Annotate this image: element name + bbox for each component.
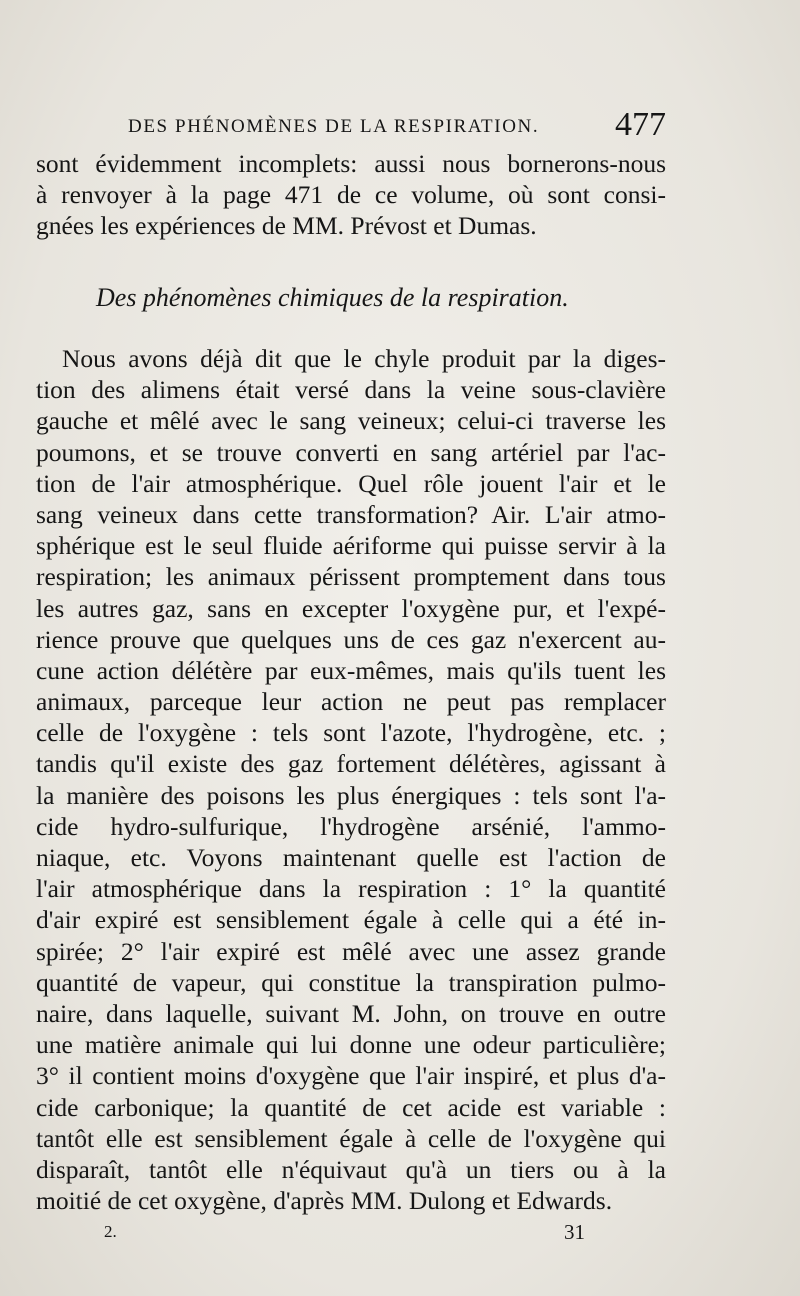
text-line: à renvoyer à la page 471 de ce volume, où sont consi- <box>36 180 666 210</box>
page-footer <box>104 1222 604 1252</box>
text-line: disparaît, tantôt elle n'équivaut qu'à un tiers ou à la <box>36 1154 666 1184</box>
text-line: animaux, parceque leur action ne peut pas remplacer <box>36 687 666 717</box>
running-head: DES PHÉNOMÈNES DE LA RESPIRATION. <box>128 116 540 137</box>
text-line: rience prouve que quelques uns de ces gaz n'exercent au- <box>36 624 666 654</box>
text-line: d'air expiré est sensiblement égale à celle qui a été in- <box>36 905 666 935</box>
text-line: tion de l'air atmosphérique. Quel rôle jouent l'air et le <box>36 468 666 498</box>
text-line: une matière animale qui lui donne une odeur particulière; <box>36 1030 666 1060</box>
text-line: celle de l'oxygène : tels sont l'azote, l'hydrogène, etc. ; <box>36 718 666 748</box>
page-header <box>128 106 688 146</box>
text-line: cune action délétère par eux-mêmes, mais qu'ils tuent les <box>36 655 666 685</box>
section-heading: Des phénomènes chimiques de la respiration. <box>96 283 569 312</box>
text-line: sphérique est le seul fluide aériforme qui puisse servir à la <box>36 531 666 561</box>
text-line: niaque, etc. Voyons maintenant quelle est l'action de <box>36 843 666 872</box>
text-line: Nous avons déjà dit que le chyle produit par la diges- <box>62 344 666 373</box>
text-line: gnées les expériences de MM. Prévost et Dumas. <box>36 211 537 241</box>
text-line: quantité de vapeur, qui constitue la transpiration pulmo- <box>36 967 666 997</box>
text-line: spirée; 2° l'air expiré est mêlé avec une assez grande <box>36 936 666 966</box>
text-line: 3° il contient moins d'oxygène que l'air inspiré, et plus d'a- <box>36 1061 666 1091</box>
text-line: gauche et mêlé avec le sang veineux; celui-ci traverse les <box>36 406 666 436</box>
text-line: l'air atmosphérique dans la respiration : 1° la quantité <box>36 874 666 904</box>
paragraph-continuation <box>36 148 666 242</box>
text-line: tantôt elle est sensiblement égale à celle de l'oxygène qui <box>36 1123 666 1153</box>
text-line: tandis qu'il existe des gaz fortement délétères, agissant à <box>36 749 666 779</box>
text-line: naire, dans laquelle, suivant M. John, on trouve en outre <box>36 998 666 1028</box>
sheet-number: 31 <box>564 1220 585 1244</box>
text-line: tion des alimens était versé dans la veine sous-clavière <box>36 375 666 405</box>
page-number: 477 <box>615 106 666 143</box>
text-line: la manière des poisons les plus énergiques : tels sont l'a- <box>36 780 666 810</box>
text-line: cide hydro-sulfurique, l'hydrogène arsénié, l'ammo- <box>36 811 666 841</box>
text-line: les autres gaz, sans en excepter l'oxygène pur, et l'expé- <box>36 593 666 623</box>
paragraph-main <box>36 343 666 1216</box>
text-line: moitié de cet oxygène, d'après MM. Dulong et Edwards. <box>36 1186 613 1216</box>
text-line: cide carbonique; la quantité de cet acide est variable : <box>36 1092 666 1122</box>
text-line: sont évidemment incomplets: aussi nous bornerons-nous <box>36 149 666 178</box>
signature-mark: 2. <box>104 1222 117 1241</box>
text-line: respiration; les animaux périssent promptement dans tous <box>36 562 666 592</box>
text-line: poumons, et se trouve converti en sang artériel par l'ac- <box>36 437 666 467</box>
text-line: sang veineux dans cette transformation? Air. L'air atmo- <box>36 499 666 529</box>
